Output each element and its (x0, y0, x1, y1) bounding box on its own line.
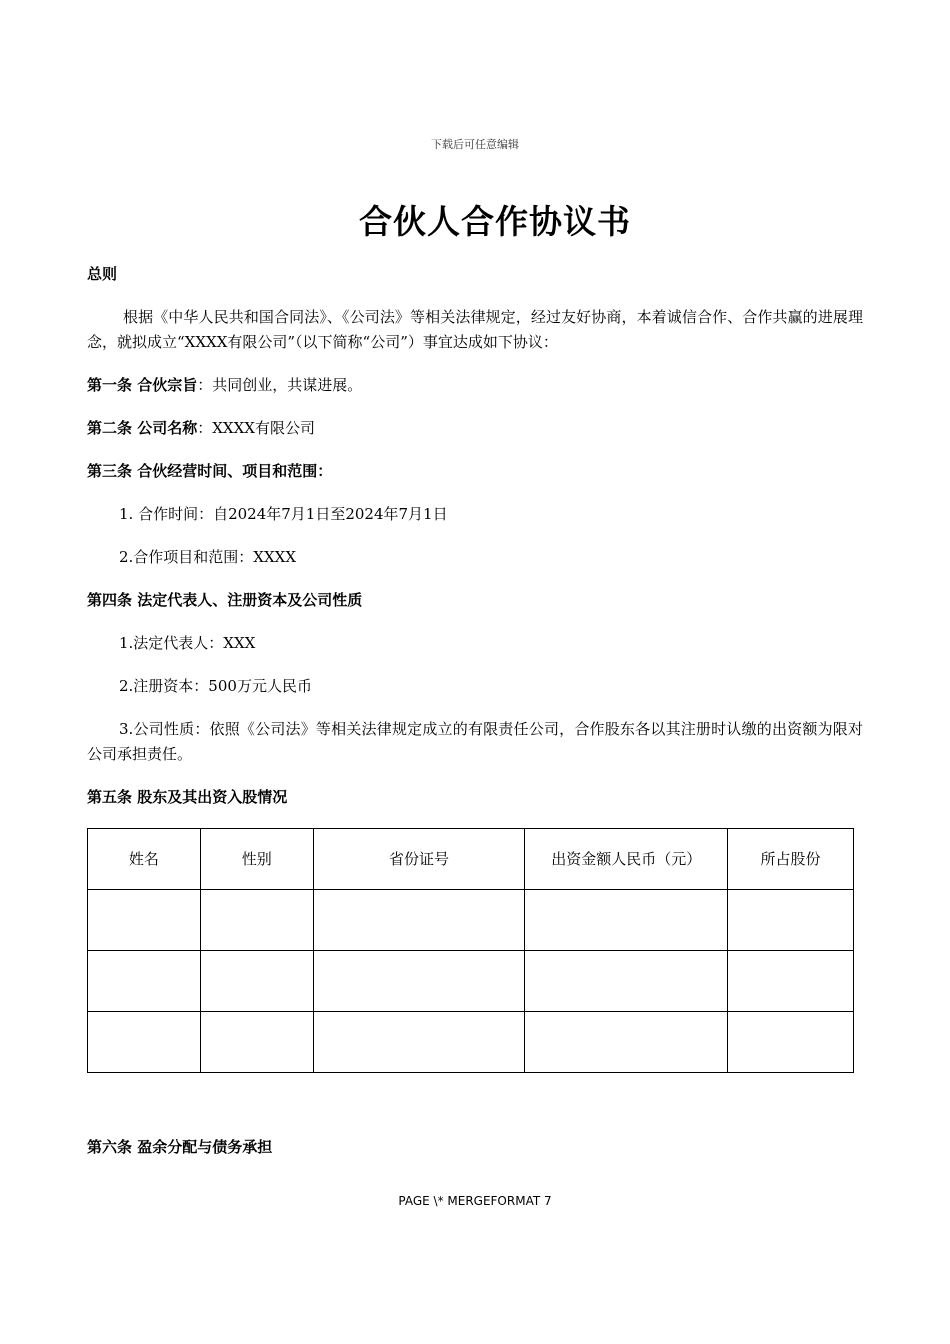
table-cell[interactable] (313, 1012, 525, 1073)
article-6-label: 第六条 盈余分配与债务承担 (87, 1138, 273, 1156)
article-1-text: ：共同创业，共谋进展。 (197, 376, 363, 394)
header-gender: 性别 (200, 829, 313, 890)
table-cell[interactable] (200, 890, 313, 951)
article-2 (87, 416, 863, 441)
table-cell[interactable] (200, 1012, 313, 1073)
table-cell[interactable] (525, 951, 728, 1012)
article-3 (87, 459, 863, 484)
table-cell[interactable] (313, 890, 525, 951)
article-4-item-1: 1.法定代表人：XXX (119, 634, 256, 652)
article-2-text: ：XXXX有限公司 (197, 419, 315, 437)
table-cell[interactable] (88, 890, 201, 951)
article-3-item-1: 1. 合作时间：自2024年7月1日至2024年7月1日 (119, 505, 448, 523)
table-cell[interactable] (88, 951, 201, 1012)
article-5-label: 第五条 股东及其出资入股情况 (87, 788, 288, 806)
table-cell[interactable] (525, 1012, 728, 1073)
article-4-item-3: 3.公司性质：依照《公司法》等相关法律规定成立的有限责任公司，合作股东各以其注册时认缴的出资额为限对公司承担责任。 (87, 720, 863, 763)
table-cell[interactable] (525, 890, 728, 951)
article-4-label: 第四条 法定代表人、注册资本及公司性质 (87, 591, 363, 609)
page-footer: PAGE \* MERGEFORMAT 7 (398, 1194, 552, 1208)
article-1 (87, 373, 863, 398)
table-cell[interactable] (200, 951, 313, 1012)
table-row (88, 890, 854, 951)
table-cell[interactable] (88, 1012, 201, 1073)
article-6 (87, 1135, 863, 1160)
article-4-item-2: 2.注册资本：500万元人民币 (119, 677, 312, 695)
document-title: 合伙人合作协议书 (359, 202, 631, 241)
table-header-row (88, 829, 854, 890)
article-3-label: 第三条 合伙经营时间、项目和范围： (87, 462, 333, 480)
article-4 (87, 588, 863, 613)
table-cell[interactable] (728, 1012, 854, 1073)
shareholder-table (87, 828, 854, 1073)
header-id-number: 省份证号 (313, 829, 525, 890)
table-row (88, 1012, 854, 1073)
article-5 (87, 785, 863, 810)
table-cell[interactable] (728, 951, 854, 1012)
document-body (87, 262, 863, 1178)
table-cell[interactable] (728, 890, 854, 951)
header-name: 姓名 (88, 829, 201, 890)
header-note: 下载后可任意编辑 (431, 138, 519, 151)
header-contribution: 出资金额人民币（元） (525, 829, 728, 890)
table-row (88, 951, 854, 1012)
article-3-item-2: 2.合作项目和范围：XXXX (119, 548, 297, 566)
general-paragraph: 根据《中华人民共和国合同法》、《公司法》等相关法律规定，经过友好协商，本着诚信合作、合作共赢的进展理念，就拟成立“XXXX有限公司”（以下简称“公司”）事宜达成如下协议： (87, 308, 863, 351)
table-cell[interactable] (313, 951, 525, 1012)
article-1-label: 第一条 合伙宗旨 (87, 376, 198, 394)
article-2-label: 第二条 公司名称 (87, 419, 198, 437)
general-heading: 总则 (87, 265, 118, 283)
header-share: 所占股份 (728, 829, 854, 890)
